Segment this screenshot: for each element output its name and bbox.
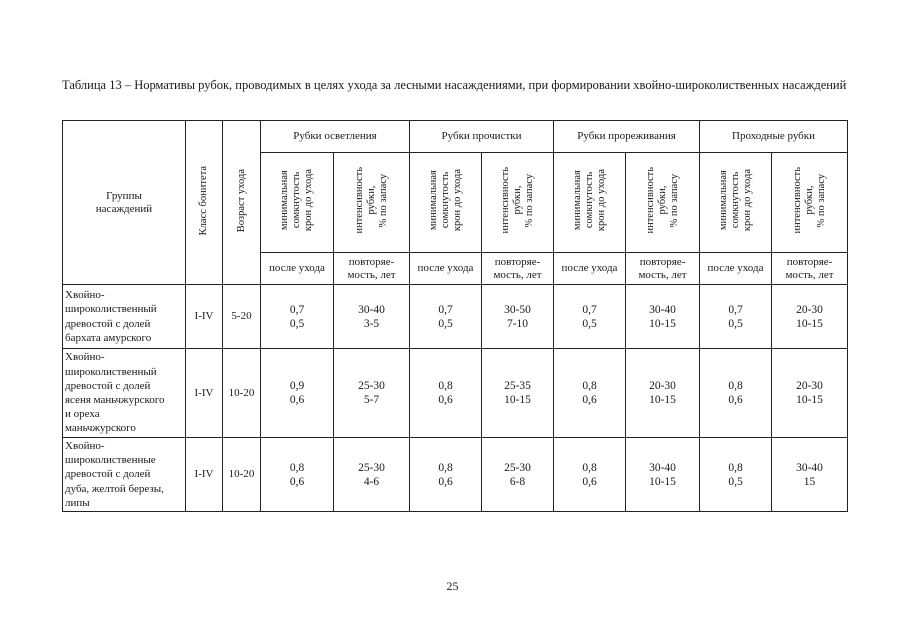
row-value: 0,8 0,6	[410, 349, 482, 438]
row-value: 25-30 5-7	[334, 349, 410, 438]
row-value: 20-30 10-15	[772, 285, 848, 349]
row-class: I-IV	[186, 438, 223, 512]
row-group: Хвойно- широколиственные древостой с долей дуба, желтой березы, липы	[63, 438, 186, 512]
subheader-intensity: интенсивность рубки, % по запасу	[334, 153, 410, 253]
row-value: 25-30 4-6	[334, 438, 410, 512]
row-group: Хвойно- широколиственный древостой с долей ясеня маньчжурского и ореха маньчжурского	[63, 349, 186, 438]
header-cut-type: Рубки прореживания	[554, 121, 700, 153]
row-value: 0,8 0,6	[700, 349, 772, 438]
subheader-density: минимальная сомкнутость крон до ухода	[261, 153, 334, 253]
header-cut-type: Рубки прочистки	[410, 121, 554, 153]
subheader-after: после ухода	[261, 253, 334, 285]
row-value: 25-35 10-15	[482, 349, 554, 438]
subheader-after: после ухода	[554, 253, 626, 285]
header-age: Возраст ухода	[223, 121, 261, 285]
subheader-repeat: повторяе- мость, лет	[482, 253, 554, 285]
row-value: 0,8 0,6	[410, 438, 482, 512]
row-value: 0,7 0,5	[410, 285, 482, 349]
row-value: 0,8 0,6	[554, 349, 626, 438]
row-age: 10-20	[223, 438, 261, 512]
row-value: 0,7 0,5	[554, 285, 626, 349]
subheader-intensity: интенсивность рубки, % по запасу	[772, 153, 848, 253]
subheader-repeat: повторяе- мость, лет	[626, 253, 700, 285]
row-value: 25-30 6-8	[482, 438, 554, 512]
table-row	[63, 438, 848, 512]
subheader-intensity: интенсивность рубки, % по запасу	[482, 153, 554, 253]
subheader-repeat: повторяе- мость, лет	[772, 253, 848, 285]
header-cut-type: Проходные рубки	[700, 121, 848, 153]
row-group: Хвойно- широколиственный древостой с долей бархата амурского	[63, 285, 186, 349]
row-value: 0,7 0,5	[700, 285, 772, 349]
page-number: 25	[446, 579, 459, 593]
subheader-after: после ухода	[410, 253, 482, 285]
row-value: 30-50 7-10	[482, 285, 554, 349]
row-value: 0,9 0,6	[261, 349, 334, 438]
row-value: 30-40 15	[772, 438, 848, 512]
row-value: 30-40 10-15	[626, 285, 700, 349]
row-value: 0,8 0,5	[700, 438, 772, 512]
row-class: I-IV	[186, 349, 223, 438]
table-row	[63, 349, 848, 438]
row-value: 0,8 0,6	[261, 438, 334, 512]
row-age: 5-20	[223, 285, 261, 349]
row-value: 30-40 10-15	[626, 438, 700, 512]
row-age: 10-20	[223, 349, 261, 438]
norms-table	[62, 120, 848, 512]
row-value: 0,7 0,5	[261, 285, 334, 349]
subheader-intensity: интенсивность рубки, % по запасу	[626, 153, 700, 253]
table-caption: Таблица 13 – Нормативы рубок, проводимых в целях ухода за лесными насаждениями, при формировании хвойно-широколиственных насаждений	[62, 78, 847, 92]
subheader-density: минимальная сомкнутость крон до ухода	[700, 153, 772, 253]
row-value: 20-30 10-15	[772, 349, 848, 438]
header-cut-type: Рубки осветления	[261, 121, 410, 153]
table-row	[63, 285, 848, 349]
header-class: Класс бонитета	[186, 121, 223, 285]
row-value: 20-30 10-15	[626, 349, 700, 438]
header-groups: Группы насаждений	[63, 121, 186, 285]
subheader-density: минимальная сомкнутость крон до ухода	[410, 153, 482, 253]
subheader-after: после ухода	[700, 253, 772, 285]
row-value: 0,8 0,6	[554, 438, 626, 512]
row-value: 30-40 3-5	[334, 285, 410, 349]
subheader-density: минимальная сомкнутость крон до ухода	[554, 153, 626, 253]
subheader-repeat: повторяе- мость, лет	[334, 253, 410, 285]
row-class: I-IV	[186, 285, 223, 349]
